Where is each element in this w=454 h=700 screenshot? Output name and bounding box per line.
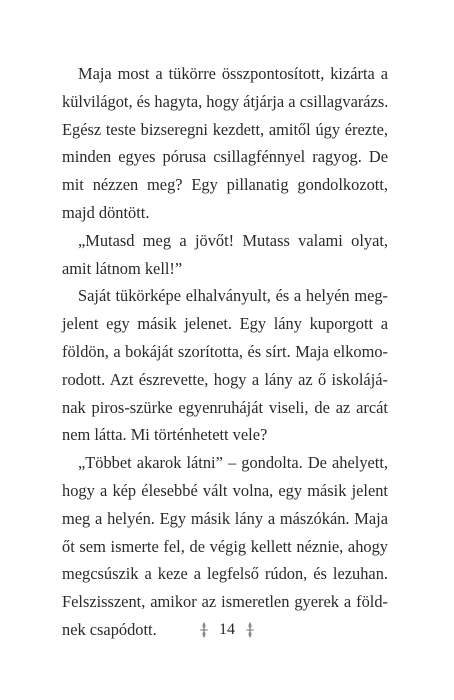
paragraph-1-line-5: mit nézzen meg? Egy pillanatig gondolkozott, [62,175,388,195]
paragraph-4-line-2: hogy a kép élesebbé vált volna, egy másik jelent [62,480,388,500]
paragraph-4-line-7: nek csapódott. [62,619,157,639]
paragraph-3-line-2: jelent egy másik jelenet. Egy lány kuporgott a [62,314,388,334]
paragraph-4-line-4: őt sem ismerte fel, de végig kellett néznie, ahogy [62,536,388,556]
paragraph-3-line-6: nem látta. Mi történhetett vele? [62,425,268,445]
paragraph-1-line-2: külvilágot, és hagyta, hogy átjárja a csillagvarázs. [62,91,389,111]
paragraph-2-line-2: amit látnom kell!” [62,258,183,278]
fleuron-ornament-icon [199,621,209,639]
paragraph-3-line-4: rodott. Azt észrevette, hogy a lány az ő iskolájá- [62,369,388,389]
paragraph-1-line-1: Maja most a tükörre összpontosított, kizárta a [78,64,388,83]
body-text [62,60,388,644]
fleuron-ornament-icon [245,621,255,639]
page-footer [0,618,454,642]
paragraph-4-line-1: „Többet akarok látni” – gondolta. De ahelyett, [78,453,388,473]
paragraph-1-line-6: majd döntött. [62,202,150,222]
paragraph-3-line-3: földön, a bokáját szorította, és sírt. Maja elkomo- [62,341,388,361]
page-number: 14 [219,621,235,638]
paragraph-1-line-3: Egész teste bizseregni kezdett, amitől úgy érezte, [62,119,388,139]
paragraph-3-line-1: Saját tükörképe elhalványult, és a helyén meg- [78,286,388,306]
paragraph-4-line-6: Felszisszent, amikor az ismeretlen gyerek a föld- [62,592,388,612]
paragraph-2-line-1: „Mutasd meg a jövőt! Mutass valami olyat, [78,230,388,250]
paragraph-3-line-5: nak piros-szürke egyenruháját viseli, de az arcát [62,397,388,417]
paragraph-4-line-3: meg a helyén. Egy másik lány a mászókán. Maja [62,508,388,528]
paragraph-4-line-5: megcsúszik a keze a legfelső rúdon, és lezuhan. [62,564,388,584]
paragraph-1-line-4: minden egyes pórusa csillagfénnyel ragyog. De [62,147,388,167]
